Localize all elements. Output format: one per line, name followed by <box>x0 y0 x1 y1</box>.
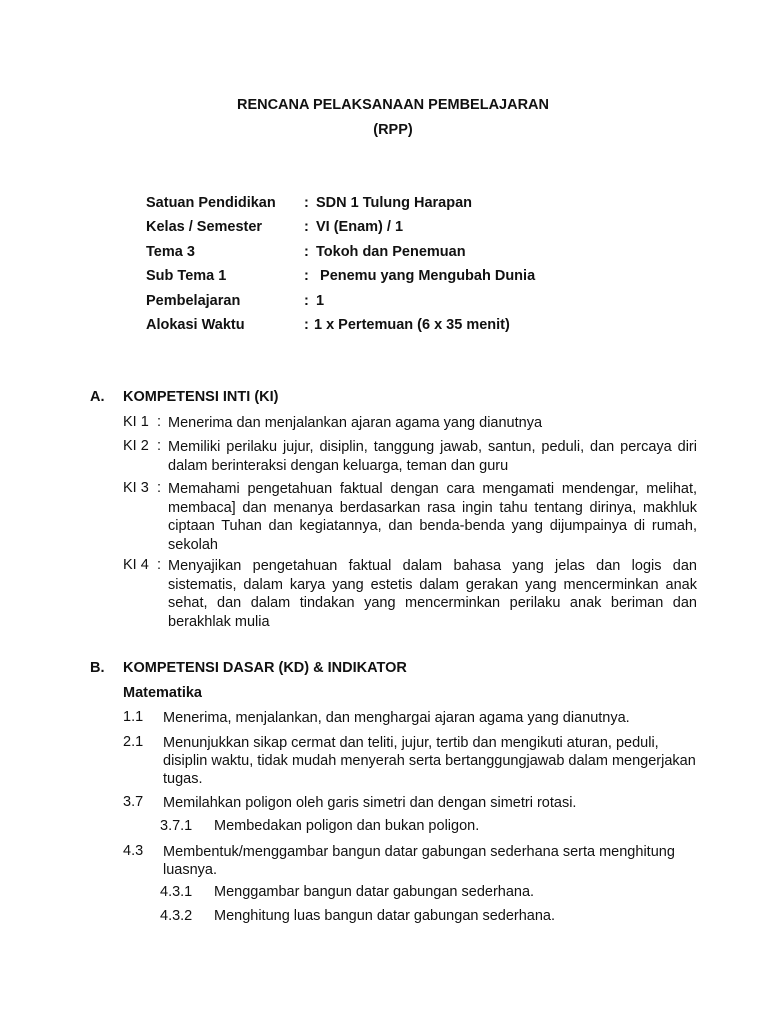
indicator-text: Membedakan poligon dan bukan poligon. <box>214 818 480 834</box>
kd-item <box>123 734 697 788</box>
info-value: Penemu yang Mengubah Dunia <box>316 268 536 285</box>
info-colon: : <box>304 292 309 309</box>
document-title: RENCANA PELAKSANAAN PEMBELAJARAN <box>236 97 550 113</box>
kd-text: Menunjukkan sikap cermat dan teliti, jujur, tertib dan mengikuti aturan, peduli, disiplin waktu, tidak mudah menyerah serta bertanggungjawab dalam mengerjakan tugas. <box>163 735 696 787</box>
ki-colon: : <box>157 557 162 573</box>
ki-text: Memiliki perilaku jujur, disiplin, tanggung jawab, santun, peduli, dan percaya diri dalam berinteraksi dengan keluarga, teman dan guru <box>168 439 697 474</box>
info-value: SDN 1 Tulung Harapan <box>316 195 473 211</box>
ki-item <box>123 557 697 631</box>
info-label: Satuan Pendidikan <box>146 195 276 211</box>
ki-label: KI 1 <box>123 414 149 430</box>
kd-number: 4.3 <box>123 843 144 859</box>
info-colon: : <box>304 195 309 211</box>
section-title: KOMPETENSI DASAR (KD) & INDIKATOR <box>123 660 407 676</box>
info-colon: : <box>304 268 309 285</box>
info-label: Alokasi Waktu <box>146 316 245 333</box>
ki-text: Memahami pengetahuan faktual dengan cara mengamati mendengar, melihat, membaca] dan menanya berdasarkan rasa ingin tahu tentang dirinya, makhluk ciptaan Tuhan dan kegiatannya, dan benda-benda yang dijumpainya di rumah, sekolah <box>168 481 697 553</box>
indicator-number: 4.3.1 <box>160 884 193 900</box>
info-label: Pembelajaran <box>146 292 241 309</box>
subject-heading: Matematika <box>123 685 202 701</box>
info-value: VI (Enam) / 1 <box>316 219 404 236</box>
ki-text: Menerima dan menjalankan ajaran agama yang dianutnya <box>168 415 543 431</box>
kd-number: 3.7 <box>123 794 144 810</box>
info-value: Tokoh dan Penemuan <box>316 243 466 260</box>
info-value: 1 <box>316 292 325 309</box>
kd-number: 2.1 <box>123 734 144 750</box>
ki-item <box>123 438 697 475</box>
kd-number: 1.1 <box>123 709 144 725</box>
ki-item <box>123 480 697 554</box>
info-value: 1 x Pertemuan (6 x 35 menit) <box>314 316 510 333</box>
info-colon: : <box>304 316 309 333</box>
indicator-number: 4.3.2 <box>160 908 193 924</box>
ki-label: KI 3 <box>123 480 149 496</box>
kd-text: Menerima, menjalankan, dan menghargai ajaran agama yang dianutnya. <box>163 710 630 726</box>
section-title: KOMPETENSI INTI (KI) <box>123 389 279 405</box>
document-subtitle: (RPP) <box>373 122 413 138</box>
indicator-number: 3.7.1 <box>160 818 193 834</box>
info-label: Sub Tema 1 <box>146 268 227 285</box>
info-colon: : <box>304 219 309 236</box>
indicator-text: Menggambar bangun datar gabungan sederhana. <box>214 884 535 900</box>
kd-text: Memilahkan poligon oleh garis simetri dan dengan simetri rotasi. <box>163 795 577 811</box>
kd-item <box>123 709 697 727</box>
indicator-text: Menghitung luas bangun datar gabungan sederhana. <box>214 908 556 924</box>
ki-colon: : <box>157 414 162 430</box>
section-letter: B. <box>90 660 105 676</box>
info-label: Tema 3 <box>146 243 195 260</box>
ki-item <box>123 414 697 433</box>
ki-label: KI 4 <box>123 557 149 573</box>
kd-item <box>123 794 697 812</box>
kd-text: Membentuk/menggambar bangun datar gabungan sederhana serta menghitung luasnya. <box>163 844 675 878</box>
section-letter: A. <box>90 389 105 405</box>
info-label: Kelas / Semester <box>146 219 263 236</box>
ki-label: KI 2 <box>123 438 149 454</box>
ki-text: Menyajikan pengetahuan faktual dalam bahasa yang jelas dan logis dan sistematis, dalam karya yang estetis dalam gerakan yang mencerminkan anak sehat, dan dalam tindakan yang mencerminkan perilaku anak beriman dan berakhlak mulia <box>168 558 697 630</box>
info-colon: : <box>304 243 309 260</box>
ki-colon: : <box>157 438 162 454</box>
ki-colon: : <box>157 480 162 496</box>
kd-item <box>123 843 697 879</box>
